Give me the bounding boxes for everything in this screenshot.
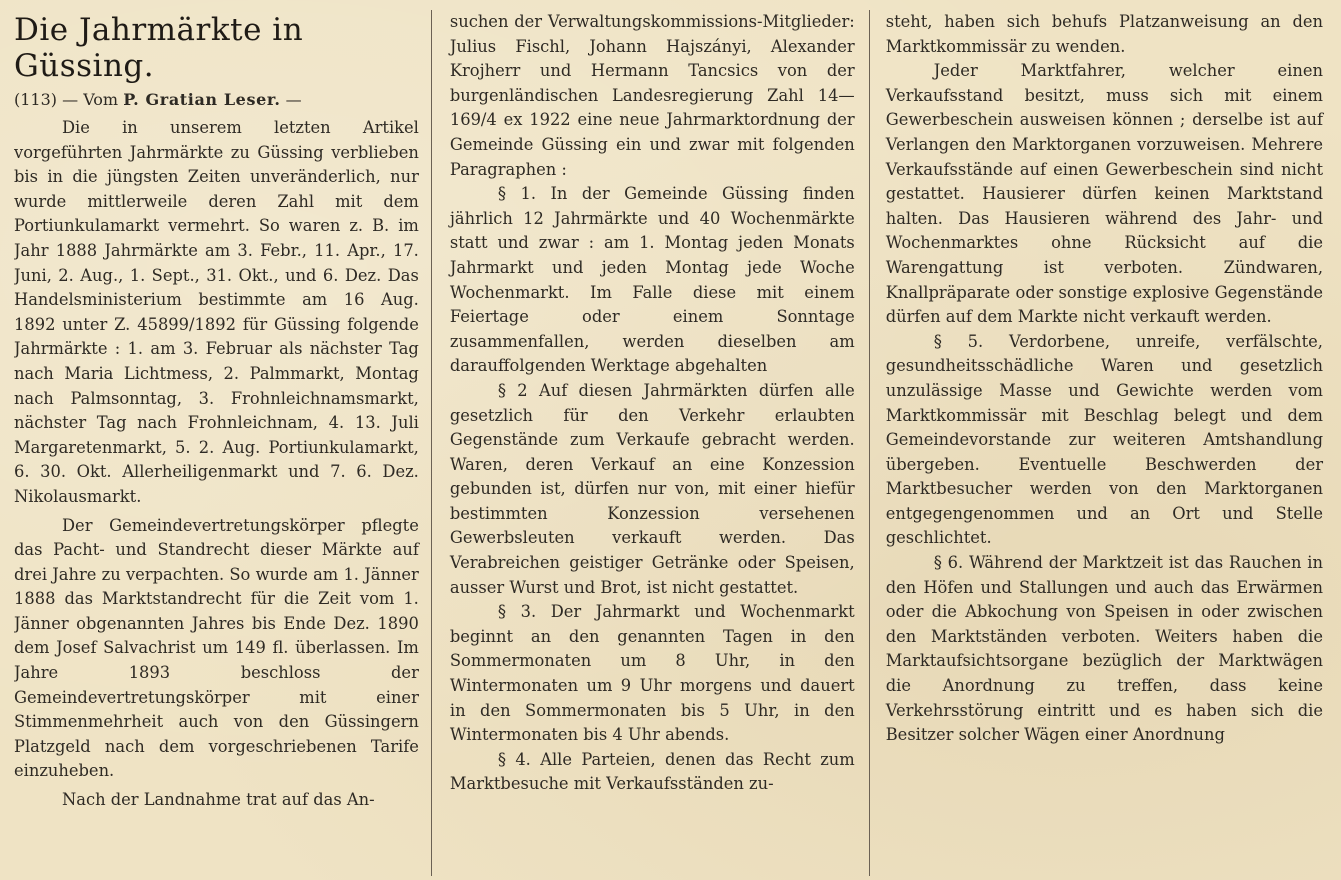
article-columns [14,10,1327,880]
paragraph: Jeder Marktfahrer, welcher einen Verkaufsstand besitzt, muss sich mit einem Gewerbeschein ausweisen können ; derselbe ist auf Verlangen den Marktorganen vorzuweisen. Mehrere Verkaufsstände auf einen Gewerbeschein sind nicht gestattet. Hausierer dürfen keinen Marktstand halten. Das Hausieren während des Jahr- und Wochenmarktes ohne Rücksicht auf die Warengattung ist verboten. Zündwaren, Knallpräparate oder sonstige explosive Gegenstände dürfen auf dem Markte nicht verkauft werden. [885,61,1323,327]
byline-suffix: — [285,90,302,109]
article-title: Die Jahrmärkte in Güssing. [14,12,304,84]
paragraph: § 3. Der Jahrmarkt und Wochenmarkt beginnt an den genannten Tagen in den Sommermonaten um 8 Uhr, in den Wintermonaten um 9 Uhr morgens und dauert in den Sommermonaten bis 5 Uhr, in den Wintermonaten bis 4 Uhr abends. [449,602,855,745]
paragraph: § 6. Während der Marktzeit ist das Rauchen in den Höfen und Stallungen und auch das Erwärmen oder die Abkochung von Speisen in oder zwischen den Marktständen verboten. Weiters haben die Marktaufsichtsorgane bezüglich der Marktwägen die Anordnung zu treffen, dass keine Verkehrsstörung eintritt und es haben sich die Besitzer solcher Wägen einer Anordnung [885,553,1323,745]
paragraph: § 1. In der Gemeinde Güssing finden jährlich 12 Jahrmärkte und 40 Wochenmärkte statt und zwar : am 1. Montag jeden Monats Jahrmarkt und jeden Montag jede Woche Wochenmarkt. Im Falle diese mit einem Feiertage oder einem Sonntage zusammenfallen, werden dieselben am darauffolgenden Werktage abgehalten [449,184,855,376]
paragraph: § 2 Auf diesen Jahrmärkten dürfen alle gesetzlich für den Verkehr erlaubten Gegenstände zum Verkaufe gebracht werden. Waren, deren Verkauf an eine Konzession gebunden ist, dürfen nur von, mit einer hiefür bestimmten Konzession versehenen Gewerbsleuten verkauft werden. Das Verabreichen geistiger Getränke oder Speisen, ausser Wurst und Brot, ist nicht gestattet. [449,380,855,597]
column-3 [870,10,1327,880]
paragraph: suchen der Verwaltungskommissions-Mitglieder: Julius Fischl, Johann Hajszányi, Alexander Krojherr und Hermann Tancsics von der burgenländischen Landesregierung Zahl 14—169/4 ex 1922 eine neue Jahrmarktordnung der Gemeinde Güssing ein und zwar mit folgenden Paragraphen : [449,12,855,179]
column-1 [14,10,431,880]
paragraph: Nach der Landnahme trat auf das An- [62,790,375,810]
paragraph: Der Gemeindevertretungskörper pflegte das Pacht- und Standrecht dieser Märkte auf drei Jahre zu verpachten. So wurde am 1. Jänner 1888 das Marktstandrecht für die Zeit vom 1. Jänner obgenannten Jahres bis Ende Dez. 1890 dem Josef Salvachrist um 149 fl. überlassen. Im Jahre 1893 beschloss der Gemeindevertretungskörper mit einer Stimmenmehrheit auch von den Güssingern Platzgeld nach dem vorgeschriebenen Tarife einzuheben. [14,515,419,781]
paragraph: steht, haben sich behufs Platzanweisung an den Marktkommissär zu wenden. [885,12,1323,56]
article-number: (113) [14,90,58,109]
paragraph: Die in unserem letzten Artikel vorgeführten Jahrmärkte zu Güssing verblieben bis in die jüngsten Zeiten unveränderlich, nur wurde mittlerweile deren Zahl mit dem Portiunkulamarkt vermehrt. So waren z. B. im Jahr 1888 Jahrmärkte am 3. Febr., 11. Apr., 17. Juni, 2. Aug., 1. Sept., 31. Okt., und 6. Dez. Das Handelsministerium bestimmte am 16 Aug. 1892 unter Z. 45899/1892 für Güssing folgende Jahrmärkte : 1. am 3. Februar als nächster Tag nach Maria Lichtmess, 2. Palmmarkt, Montag nach Palmsonntag, 3. Frohnleichnamsmarkt, nächster Tag nach Frohnleichnam, 4. 13. Juli Margaretenmarkt, 5. 2. Aug. Portiunkulamarkt, 6. 30. Okt. Allerheiligenmarkt und 7. 6. Dez. Nikolausmarkt. [14,118,419,506]
column-2 [432,10,869,880]
paragraph: § 5. Verdorbene, unreife, verfälschte, gesundheitsschädliche Waren und gesetzlich unzulässige Masse und Gewichte werden vom Marktkommissär mit Beschlag belegt und dem Gemeindevorstande zur weiteren Amtshandlung übergeben. Eventuelle Beschwerden der Marktbesucher werden von den Marktorganen entgegengenommen und an Ort und Stelle geschlichtet. [885,331,1323,548]
byline-prefix: — Vom [62,90,119,109]
byline [14,88,419,112]
author-name: P. Gratian Leser. [123,90,281,109]
paragraph: § 4. Alle Parteien, denen das Recht zum Marktbesuche mit Verkaufsständen zu- [449,749,855,794]
